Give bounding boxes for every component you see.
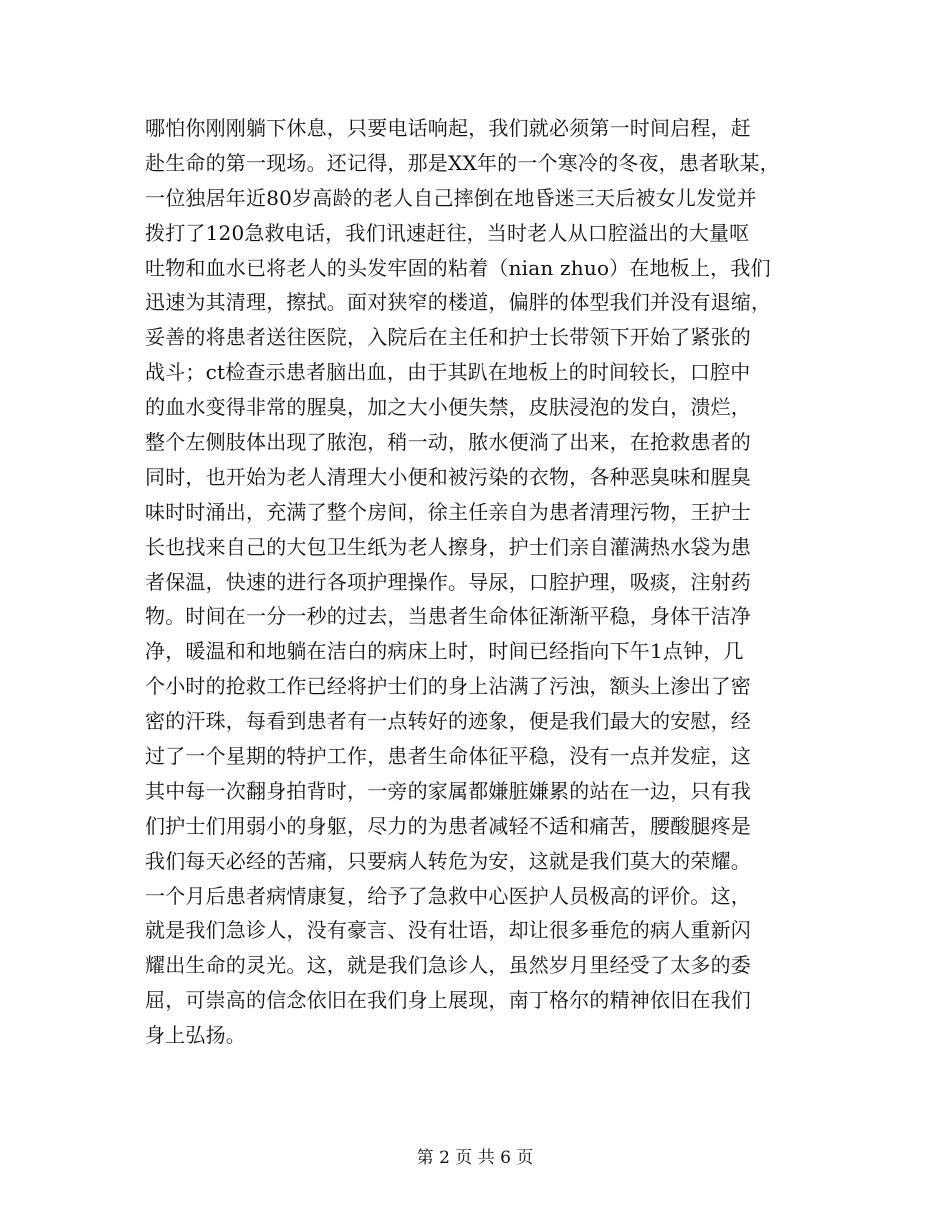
text-line: 整个左侧肢体出现了脓泡，稍一动，脓水便淌了出来，在抢救患者的 [145,430,751,455]
page-number-footer: 第 2 页 共 6 页 [416,1148,534,1168]
text-line: 净，暖温和和地躺在洁白的病床上时，时间已经指向下午1点钟，几 [145,639,744,664]
text-line: 妥善的将患者送往医院，入院后在主任和护士长带领下开始了紧张的 [145,325,751,350]
text-line: 我们每天必经的苦痛，只要病人转危为安，这就是我们莫大的荣耀。 [145,848,751,873]
text-line: 战斗；ct检查示患者脑出血，由于其趴在地板上的时间较长，口腔中 [145,360,751,385]
text-line: 们护士们用弱小的身躯，尽力的为患者减轻不适和痛苦，腰酸腿疼是 [145,813,751,838]
text-line: 同时，也开始为老人清理大小便和被污染的衣物，各种恶臭味和腥臭 [145,464,751,489]
text-line: 耀出生命的灵光。这，就是我们急诊人，虽然岁月里经受了太多的委 [145,953,751,978]
text-line: 一个月后患者病情康复，给予了急救中心医护人员极高的评价。这， [145,883,751,908]
text-line: 屈，可崇高的信念依旧在我们身上展现，南丁格尔的精神依旧在我们 [145,988,751,1013]
text-line: 就是我们急诊人，没有豪言、没有壮语，却让很多垂危的病人重新闪 [145,918,751,943]
text-line: 迅速为其清理，擦拭。面对狭窄的楼道，偏胖的体型我们并没有退缩， [145,290,772,315]
body-text [145,111,825,1053]
text-line: 过了一个星期的特护工作，患者生命体征平稳，没有一点并发症，这 [145,744,751,769]
text-line: 密的汗珠，每看到患者有一点转好的迹象，便是我们最大的安慰，经 [145,709,751,734]
text-line: 哪怕你刚刚躺下休息，只要电话响起，我们就必须第一时间启程，赶 [145,116,751,140]
text-line: 拨打了120急救电话，我们讯速赶往，当时老人从口腔溢出的大量呕 [145,220,750,245]
text-line: 者保温，快速的进行各项护理操作。导尿，口腔护理，吸痰，注射药 [145,569,751,594]
text-line: 个小时的抢救工作已经将护士们的身上沾满了污浊，额头上渗出了密 [145,674,751,699]
text-line: 的血水变得非常的腥臭，加之大小便失禁，皮肤浸泡的发白，溃烂， [145,395,751,420]
text-line: 其中每一次翻身拍背时，一旁的家属都嫌脏嫌累的站在一边，只有我 [145,778,751,803]
text-line: 赴生命的第一现场。还记得，那是XX年的一个寒冷的冬夜，患者耿某， [145,150,780,175]
text-line: 物。时间在一分一秒的过去，当患者生命体征渐渐平稳，身体干洁净 [145,604,751,629]
text-line: 长也找来自己的大包卫生纸为老人擦身，护士们亲自灌满热水袋为患 [145,534,751,559]
text-line: 吐物和血水已将老人的头发牢固的粘着（nian zhuo）在地板上，我们 [145,255,771,280]
text-line: 味时时涌出，充满了整个房间，徐主任亲自为患者清理污物，王护士 [145,499,751,524]
text-line: 一位独居年近80岁高龄的老人自己摔倒在地昏迷三天后被女儿发觉并 [145,185,757,210]
text-line: 身上弘扬。 [145,1023,246,1048]
